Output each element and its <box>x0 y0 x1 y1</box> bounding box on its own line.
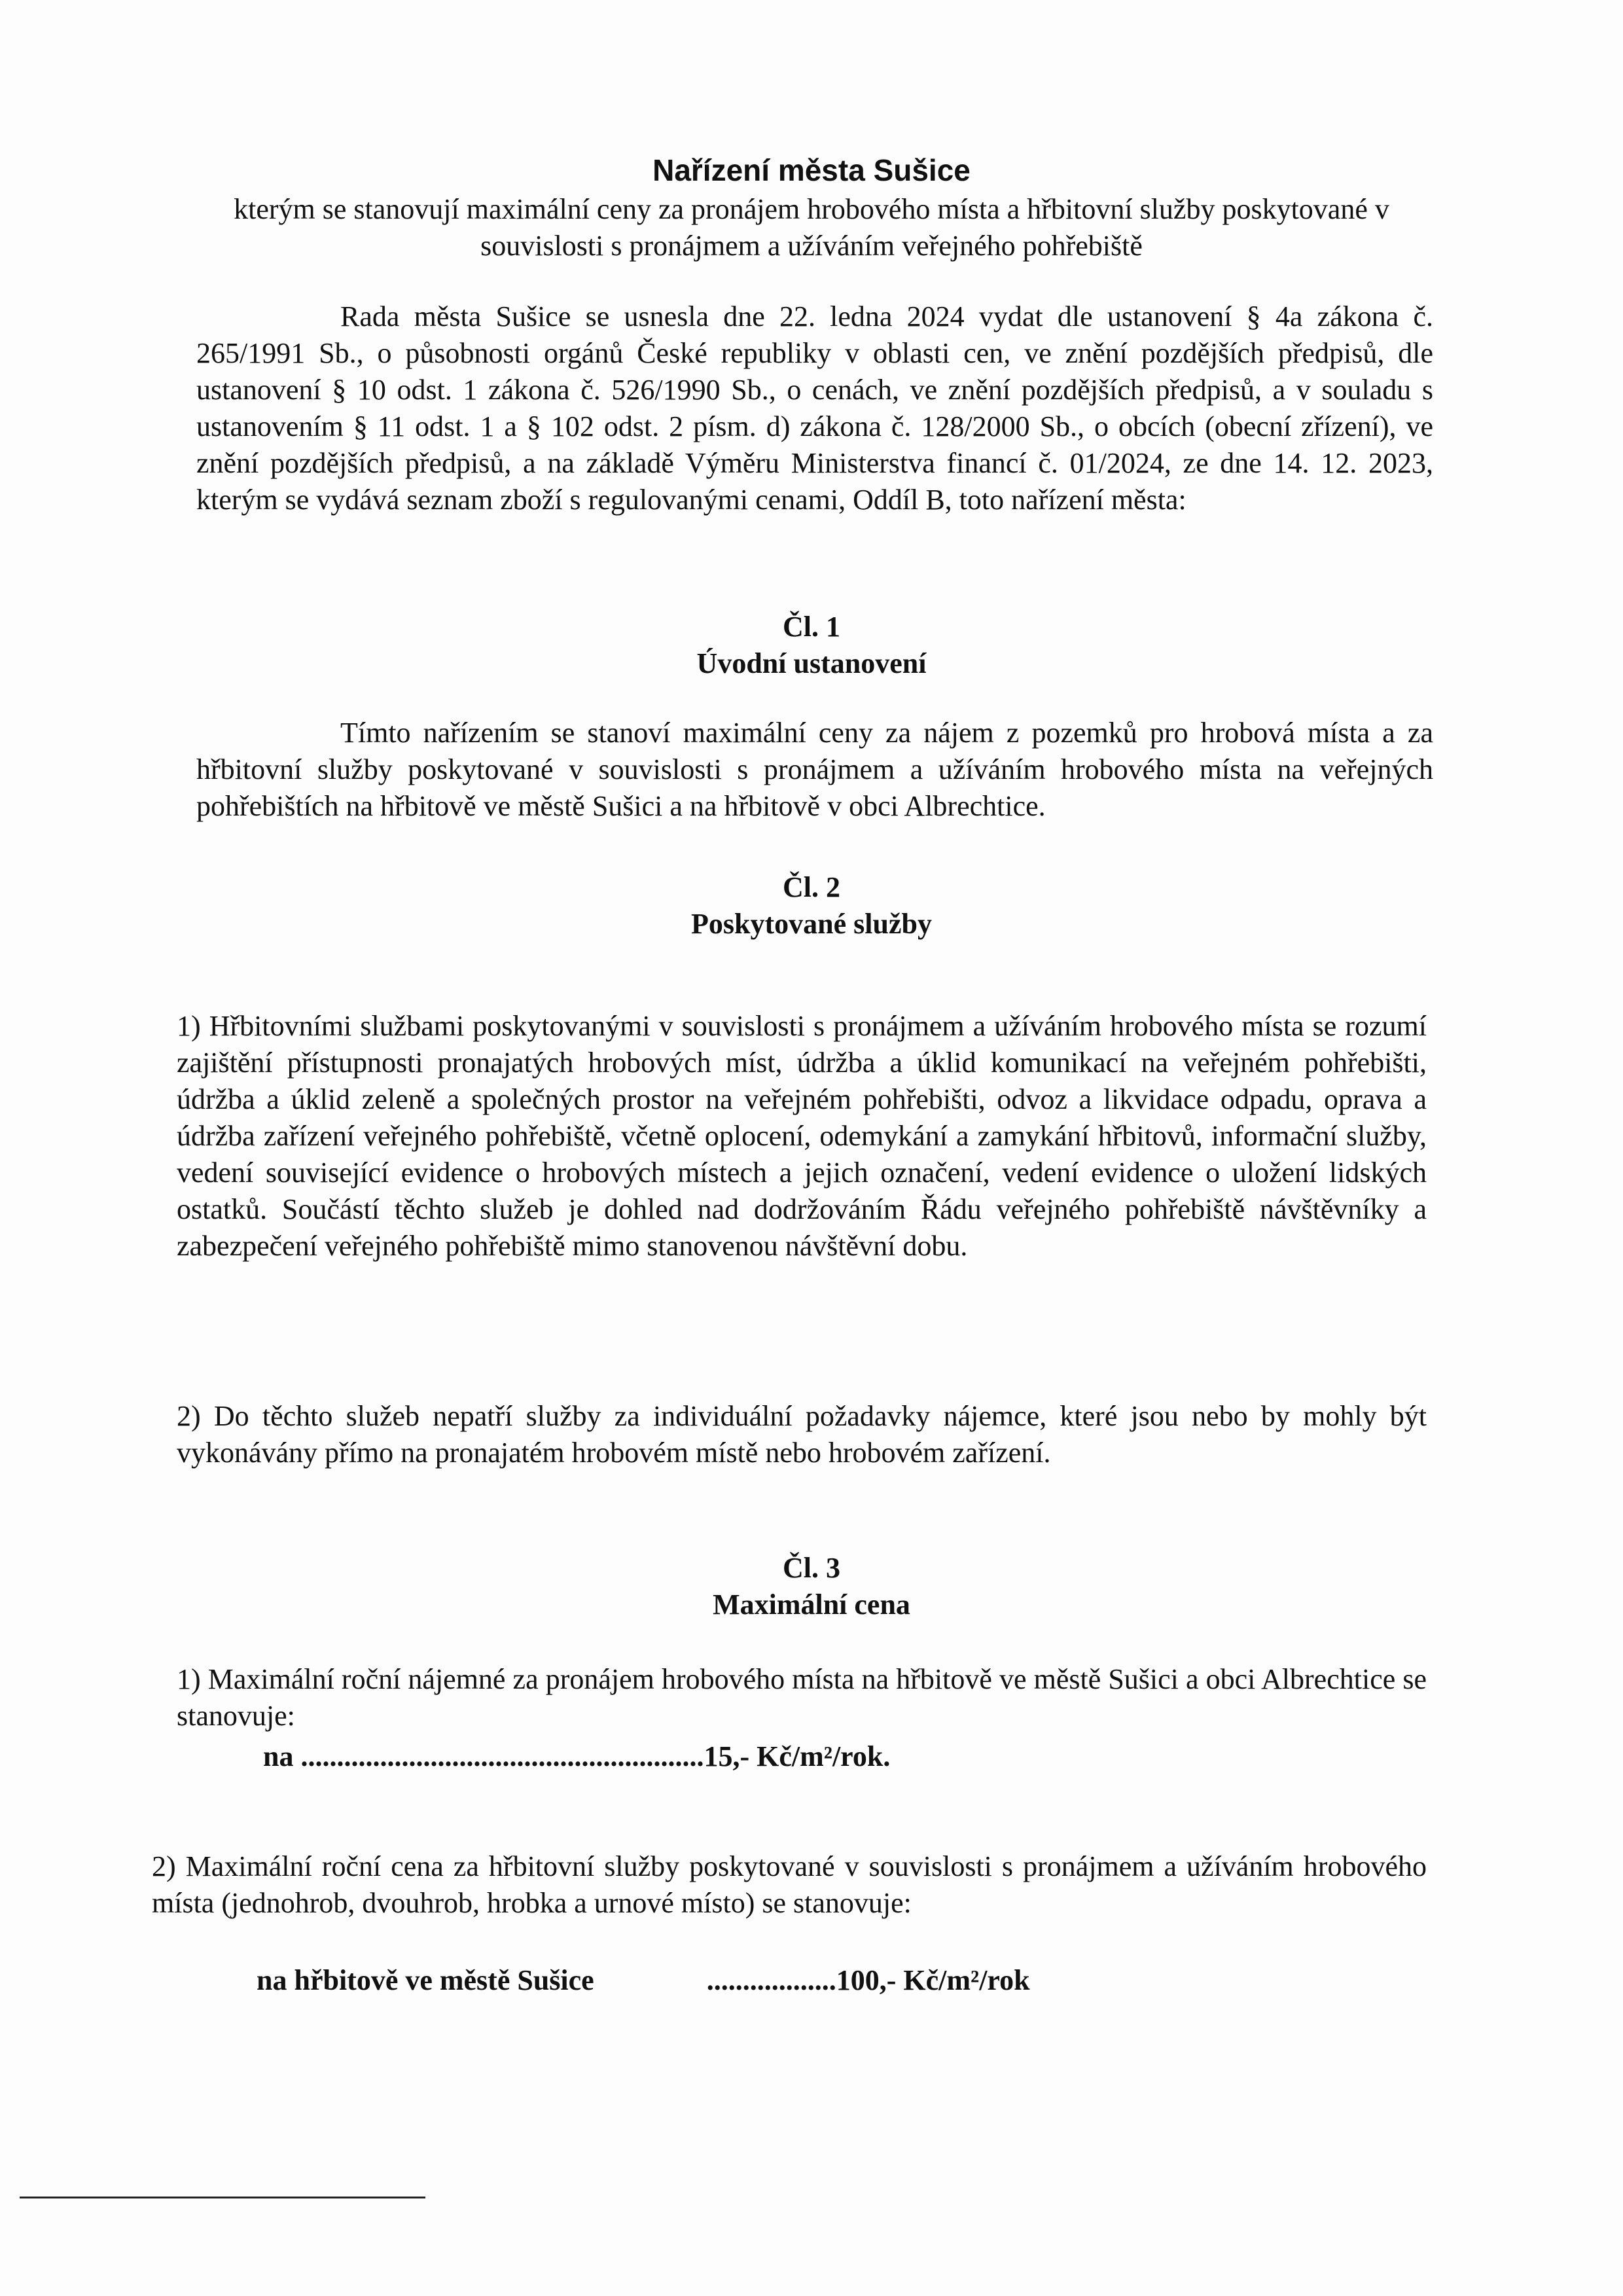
price-rent-value: 15,- Kč/m²/rok. <box>704 1740 891 1772</box>
price-services-value: 100,- Kč/m²/rok <box>836 1964 1030 1996</box>
article-2-title: Poskytované služby <box>691 908 932 940</box>
article-3-paragraph-1: 1) Maximální roční nájemné za pronájem hrobového místa na hřbitově ve městě Sušici a obci Albrechtice se stanovuje: <box>177 1663 1427 1732</box>
article-2-paragraph-1: 1) Hřbitovními službami poskytovanými v souvislosti s pronájmem a užíváním hrobového místa se rozumí zajištění přístupnosti pronajatých hrobových míst, údržba a úklid komunikací na veřejném pohřebišti, údržba a úklid zeleně a společných prostor na veřejném pohřebišti, odvoz a likvidace odpadu, oprava a údržba zařízení veřejného pohřebiště, včetně oplocení, odemykání a zamykání hřbitovů, informační služby, vedení související evidence o hrobových místech a jejich označení, vedení evidence o uložení lidských ostatků. Součástí těchto služeb je dohled nad dodržováním Řádu veřejného pohřebiště návštěvníky a zabezpečení veřejného pohřebiště mimo stanovenou návštěvní dobu. <box>177 1010 1427 1262</box>
article-2-paragraph-2: 2) Do těchto služeb nepatří služby za individuální požadavky nájemce, které jsou nebo by mohly být vykonávány přímo na pronajatém hrobovém místě nebo hrobovém zařízení. <box>177 1400 1427 1469</box>
price-line-services <box>257 1962 1030 1999</box>
article-1-title: Úvodní ustanovení <box>696 647 927 679</box>
document-subtitle: kterým se stanovují maximální ceny za pronájem hrobového místa a hřbitovní služby poskytované v souvislosti s pronájmem a užíváním veřejného pohřebiště <box>234 193 1389 262</box>
article-1-text: Tímto nařízením se stanoví maximální ceny za nájem z pozemků pro hrobová místa a za hřbitovní služby poskytované v souvislosti s pronájmem a užíváním hrobového místa na veřejných pohřebištích na hřbitově ve městě Sušici a na hřbitově v obci Albrechtice. <box>196 717 1433 822</box>
intro-paragraph: Rada města Sušice se usnesla dne 22. ledna 2024 vydat dle ustanovení § 4a zákona č. 265/1991 Sb., o působnosti orgánů České republiky v oblasti cen, ve znění pozdějších předpisů, dle ustanovení § 10 odst. 1 zákona č. 526/1990 Sb., o cenách, ve znění pozdějších předpisů, a v souladu s ustanovením § 11 odst. 1 a § 102 odst. 2 písm. d) zákona č. 128/2000 Sb., o obcích (obecní zřízení), ve znění pozdějších předpisů, a na základě Výměru Ministerstva financí č. 01/2024, ze dne 14. 12. 2023, kterým se vydává seznam zboží s regulovanými cenami, Oddíl B, toto nařízení města: <box>196 300 1433 516</box>
price-services-label: na hřbitově ve městě Sušice <box>257 1964 594 1996</box>
article-2-number: Čl. 2 <box>783 871 840 903</box>
price-services-dots: .................. <box>706 1964 836 1996</box>
article-1-number: Čl. 1 <box>783 611 840 643</box>
document-title: Nařízení města Sušice <box>652 153 971 187</box>
article-3-number: Čl. 3 <box>783 1552 840 1584</box>
price-line-rent <box>263 1738 890 1775</box>
article-3-paragraph-2: 2) Maximální roční cena za hřbitovní služby poskytované v souvislosti s pronájmem a užíváním hrobového místa (jednohrob, dvouhrob, hrobka a urnové místo) se stanovuje: <box>152 1850 1427 1919</box>
price-rent-dots: ........................................................ <box>300 1740 704 1772</box>
footnote-divider <box>20 2197 425 2198</box>
article-3-title: Maximální cena <box>713 1588 910 1621</box>
price-rent-label: na <box>263 1740 294 1772</box>
